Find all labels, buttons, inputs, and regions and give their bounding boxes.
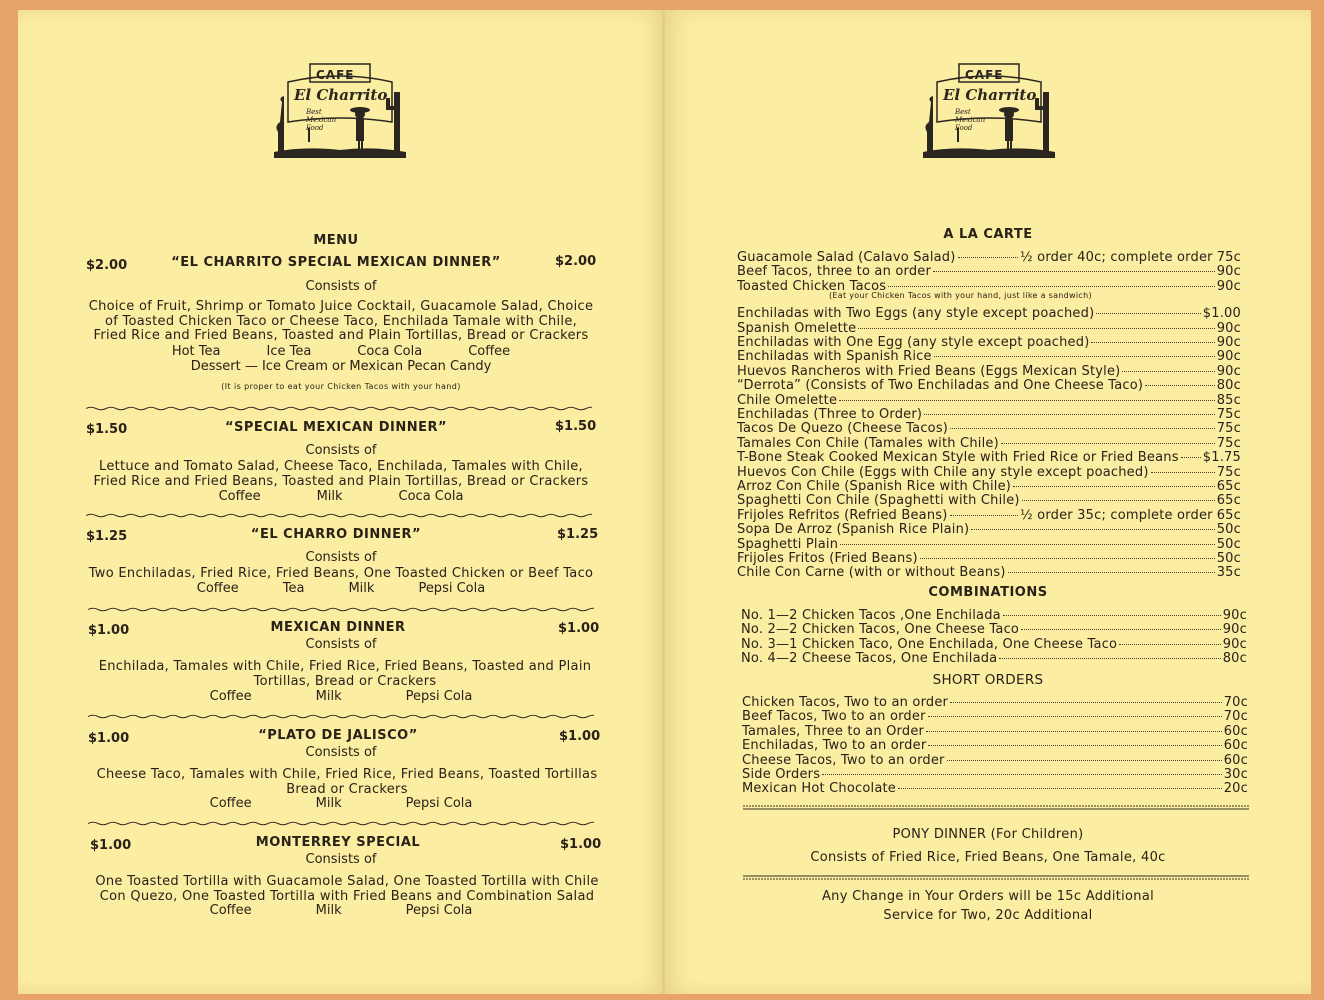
dot-leader — [950, 428, 1215, 429]
wavy-divider — [86, 406, 592, 411]
menu-item-price: 75c — [1216, 250, 1241, 265]
menu-item-price: 60c — [1223, 738, 1248, 754]
dinner-price-left: $1.25 — [86, 529, 128, 544]
dinner-drinks: Coffee Milk Pepsi Cola — [209, 903, 473, 918]
a-la-carte-row — [737, 522, 1241, 537]
dot-leader — [947, 760, 1222, 761]
service-for-two-notice: Service for Two, 20c Additional — [883, 908, 1093, 923]
dinner-name: “SPECIAL MEXICAN DINNER” — [224, 420, 448, 435]
menu-item-name: Frijoles Refritos (Refried Beans) — [737, 507, 948, 523]
menu-item-name: Spaghetti Plain — [737, 536, 839, 552]
menu-item-price: 75c — [1216, 435, 1241, 451]
menu-item-price: 70c — [1223, 695, 1248, 710]
dinner-price-right: $1.00 — [560, 837, 602, 852]
a-la-carte-row — [737, 479, 1241, 494]
menu-title: MENU — [313, 233, 359, 248]
dot-leader — [1096, 313, 1200, 314]
cafe-logo — [923, 62, 1055, 160]
menu-item-name: Chile Con Carne (with or without Beans) — [737, 565, 1006, 581]
menu-item-price: 50c — [1216, 551, 1241, 566]
menu-item-name: No. 4—2 Cheese Tacos, One Enchilada — [741, 651, 998, 667]
a-la-carte-row — [737, 264, 1241, 279]
logo-cafe-text: CAFE — [965, 68, 1004, 82]
dot-leader — [934, 356, 1215, 357]
menu-item-name: Tamales, Three to an Order — [742, 723, 925, 739]
menu-item-price: 35c — [1216, 565, 1241, 581]
dinner-description: Cheese Taco, Tamales with Chile, Fried Rice, Fried Beans, Toasted Tortillas Bread or Crackers — [96, 767, 598, 797]
menu-item-price: $1.75 — [1202, 450, 1241, 466]
dinner-description: Enchilada, Tamales with Chile, Fried Rice, Fried Beans, Toasted and Plain Tortillas, Bread or Crackers — [98, 659, 592, 689]
wavy-divider — [86, 513, 592, 518]
consists-of-label: Consists of — [305, 443, 377, 458]
chicken-tacos-sandwich-note: (Eat your Chicken Tacos with your hand, just like a sandwich) — [829, 291, 1092, 300]
a-la-carte-row — [737, 378, 1241, 393]
short-orders-title: SHORT ORDERS — [932, 672, 1044, 688]
menu-item-name: Side Orders — [742, 767, 821, 782]
dot-leader — [1013, 486, 1215, 487]
dot-leader — [920, 558, 1215, 559]
dinner-price-left: $1.00 — [88, 731, 130, 746]
menu-item-price: 90c — [1216, 363, 1241, 379]
dinner-description: Two Enchiladas, Fried Rice, Fried Beans, One Toasted Chicken or Beef Taco — [88, 566, 594, 581]
dot-leader — [924, 414, 1215, 415]
menu-item-name: No. 2—2 Chicken Tacos, One Cheese Taco — [741, 622, 1020, 638]
menu-item-name: Arroz Con Chile (Spanish Rice with Chile) — [737, 479, 1012, 494]
dot-leader — [1122, 371, 1214, 372]
logo-cafe-text: CAFE — [316, 68, 355, 82]
short-order-row — [742, 724, 1248, 739]
dinner-price-left: $2.00 — [86, 258, 128, 273]
consists-of-label: Consists of — [305, 279, 377, 294]
menu-item-name: Enchiladas (Three to Order) — [737, 407, 923, 422]
menu-item-price: 90c — [1222, 608, 1247, 623]
cafe-logo — [274, 62, 406, 160]
menu-item-price: 75c — [1216, 421, 1241, 437]
consists-of-label: Consists of — [305, 852, 377, 867]
menu-item-price: 90c — [1222, 622, 1247, 638]
a-la-carte-row — [737, 349, 1241, 364]
menu-item-price: 90c — [1216, 278, 1241, 294]
menu-item-name: Enchiladas with One Egg (any style except poached) — [737, 335, 1090, 350]
wavy-divider — [88, 821, 594, 826]
wavy-divider — [88, 714, 594, 719]
a-la-carte-row — [737, 465, 1241, 480]
menu-item-price: 80c — [1216, 378, 1241, 394]
menu-item-price: 50c — [1216, 522, 1241, 538]
menu-item-price: 65c — [1216, 493, 1241, 509]
dot-leader — [840, 544, 1215, 545]
dot-leader — [1181, 457, 1201, 458]
menu-item-price: 30c — [1223, 767, 1248, 782]
dinner-price-right: $2.00 — [555, 254, 597, 269]
dot-leader — [858, 328, 1214, 329]
a-la-carte-row — [737, 551, 1241, 566]
menu-item-price: $1.00 — [1202, 306, 1241, 322]
menu-item-price: 20c — [1223, 781, 1248, 797]
consists-of-label: Consists of — [305, 550, 377, 565]
combination-row — [741, 622, 1247, 637]
menu-item-price: 90c — [1222, 636, 1247, 652]
a-la-carte-row — [737, 493, 1241, 508]
menu-item-price: 90c — [1216, 320, 1241, 336]
dot-leader — [1151, 472, 1215, 473]
menu-item-price: 75c — [1216, 407, 1241, 422]
menu-item-name: Enchiladas, Two to an order — [742, 738, 927, 754]
dinner-price-right: $1.00 — [558, 621, 600, 636]
a-la-carte-row — [737, 335, 1241, 350]
a-la-carte-row — [737, 537, 1241, 552]
menu-item-price: 90c — [1216, 349, 1241, 365]
consists-of-label: Consists of — [305, 745, 377, 760]
short-order-row — [742, 753, 1248, 768]
dot-leader — [926, 731, 1222, 732]
menu-item-price: 65c — [1216, 507, 1241, 523]
menu-item-name: Huevos Rancheros with Fried Beans (Eggs Mexican Style) — [737, 363, 1121, 379]
menu-item-name: No. 3—1 Chicken Taco, One Enchilada, One Cheese Taco — [741, 636, 1118, 652]
a-la-carte-row — [737, 250, 1241, 265]
menu-item-name: Tacos De Quezo (Cheese Tacos) — [737, 421, 949, 437]
dinner-description: One Toasted Tortilla with Guacamole Salad, One Toasted Tortilla with Chile Con Quezo, One Toasted Tortilla with Fried Beans and Combination Salad — [95, 874, 599, 904]
dot-leader — [888, 286, 1214, 287]
dinner-drinks: Coffee Milk Coca Cola — [218, 489, 464, 504]
combination-row — [741, 608, 1247, 623]
logo-tagline: Best Mexican Food — [955, 108, 986, 132]
chicken-tacos-note: (It is proper to eat your Chicken Tacos with your hand) — [221, 382, 461, 391]
a-la-carte-row — [737, 407, 1241, 422]
menu-item-name: Huevos Con Chile (Eggs with Chile any style except poached) — [737, 464, 1149, 480]
dinner-drinks: Coffee Milk Pepsi Cola — [209, 689, 473, 704]
dot-leader — [1119, 644, 1220, 645]
menu-item-name: Toasted Chicken Tacos — [737, 278, 887, 294]
logo-name-text: El Charrito — [943, 86, 1037, 104]
menu-item-name: Beef Tacos, Two to an order — [742, 709, 926, 725]
menu-item-price: 80c — [1222, 651, 1247, 667]
dinner-name: “EL CHARRITO SPECIAL MEXICAN DINNER” — [171, 255, 501, 270]
dinner-description: Choice of Fruit, Shrimp or Tomato Juice Cocktail, Guacamole Salad, Choice of Toasted Chicken Taco or Cheese Taco, Enchilada Tamale with Chile, Fried Rice and Fried Beans, Toasted and Plain Tortillas, Bread or Crackers — [88, 299, 594, 343]
dot-leader — [1091, 342, 1214, 343]
dinner-price-left: $1.00 — [88, 623, 130, 638]
menu-item-name: Spaghetti Con Chile (Spaghetti with Chile) — [737, 493, 1020, 509]
menu-item-name: Beef Tacos, three to an order — [737, 264, 932, 280]
dot-leader — [822, 774, 1222, 775]
menu-item-price: 70c — [1223, 709, 1248, 725]
dinner-name: MEXICAN DINNER — [270, 620, 406, 635]
menu-item-price: 90c — [1216, 264, 1241, 280]
dot-leader — [1145, 385, 1215, 386]
dinner-drinks: Coffee Tea Milk Pepsi Cola — [196, 581, 486, 596]
dinner-description: Lettuce and Tomato Salad, Cheese Taco, Enchilada, Tamales with Chile, Fried Rice and Fried Beans, Toasted and Plain Tortillas, Bread or Crackers — [93, 459, 589, 489]
menu-item-name: Spanish Omelette — [737, 320, 857, 336]
menu-item-name: Tamales Con Chile (Tamales with Chile) — [737, 435, 999, 451]
dinner-price-left: $1.50 — [86, 422, 128, 437]
menu-item-name: No. 1—2 Chicken Tacos ,One Enchilada — [741, 608, 1001, 623]
dot-leader — [933, 271, 1215, 272]
dot-leader — [958, 257, 1019, 258]
a-la-carte-row — [737, 393, 1241, 408]
menu-item-name: Chile Omelette — [737, 392, 838, 408]
dot-leader — [928, 716, 1222, 717]
menu-item-name: Frijoles Fritos (Fried Beans) — [737, 551, 918, 566]
pony-dinner-description: Consists of Fried Rice, Fried Beans, One Tamale, 40c — [810, 850, 1166, 865]
dinner-price-right: $1.00 — [559, 729, 601, 744]
menu-item-name: Cheese Tacos, Two to an order — [742, 752, 945, 768]
half-order-price: ½ order 40c; complete order — [1020, 250, 1213, 265]
menu-item-name: Chicken Tacos, Two to an order — [742, 695, 949, 710]
short-order-row — [742, 738, 1248, 753]
menu-item-name: T-Bone Steak Cooked Mexican Style with Fried Rice or Fried Beans — [737, 450, 1179, 466]
menu-item-name: Sopa De Arroz (Spanish Rice Plain) — [737, 522, 970, 538]
short-order-row — [742, 695, 1248, 710]
dot-leader — [1003, 615, 1221, 616]
double-rule-divider — [743, 805, 1249, 810]
menu-item-price: 85c — [1216, 392, 1241, 408]
dot-leader — [1021, 629, 1221, 630]
dot-leader — [1022, 500, 1215, 501]
a-la-carte-row — [737, 306, 1241, 321]
pony-dinner-title: PONY DINNER (For Children) — [892, 827, 1084, 842]
dot-leader — [950, 702, 1222, 703]
menu-item-name: Guacamole Salad (Calavo Salad) — [737, 250, 956, 265]
menu-item-name: Mexican Hot Chocolate — [742, 781, 896, 797]
double-rule-divider — [743, 875, 1249, 880]
dot-leader — [839, 400, 1215, 401]
menu-item-price: 90c — [1216, 335, 1241, 350]
a-la-carte-title: A LA CARTE — [943, 227, 1033, 242]
dinner-price-left: $1.00 — [90, 838, 132, 853]
menu-item-price: 75c — [1216, 464, 1241, 480]
dot-leader — [950, 515, 1019, 516]
a-la-carte-row — [737, 450, 1241, 465]
wavy-divider — [88, 607, 594, 612]
dinner-price-right: $1.25 — [557, 527, 599, 542]
dinner-name: “PLATO DE JALISCO” — [258, 728, 418, 743]
half-order-price: ½ order 35c; complete order — [1020, 507, 1213, 523]
a-la-carte-row — [737, 364, 1241, 379]
logo-tagline: Best Mexican Food — [306, 108, 337, 132]
menu-item-price: 50c — [1216, 536, 1241, 552]
a-la-carte-row — [737, 421, 1241, 436]
dot-leader — [898, 788, 1222, 789]
logo-name-text: El Charrito — [294, 86, 388, 104]
short-order-row — [742, 709, 1248, 724]
dinner-price-right: $1.50 — [555, 419, 597, 434]
dinner-name: “EL CHARRO DINNER” — [250, 527, 422, 542]
short-order-row — [742, 781, 1248, 796]
right-menu-page — [665, 10, 1311, 994]
combination-row — [741, 651, 1247, 666]
short-order-row — [742, 767, 1248, 782]
dot-leader — [971, 529, 1214, 530]
a-la-carte-row — [737, 321, 1241, 336]
dinner-dessert: Dessert — Ice Cream or Mexican Pecan Candy — [190, 359, 492, 374]
menu-item-price: 60c — [1223, 752, 1248, 768]
dinner-name: MONTERREY SPECIAL — [255, 835, 421, 850]
menu-item-name: Enchiladas with Two Eggs (any style except poached) — [737, 306, 1095, 322]
combination-row — [741, 637, 1247, 652]
a-la-carte-row — [737, 508, 1241, 523]
menu-item-name: Enchiladas with Spanish Rice — [737, 349, 932, 365]
dot-leader — [1008, 572, 1215, 573]
dot-leader — [999, 658, 1220, 659]
left-menu-page — [18, 10, 664, 994]
order-change-notice: Any Change in Your Orders will be 15c Additional — [821, 889, 1155, 904]
dot-leader — [928, 745, 1221, 746]
dinner-drinks: Coffee Milk Pepsi Cola — [209, 796, 473, 811]
combinations-title: COMBINATIONS — [928, 585, 1048, 600]
dot-leader — [1001, 443, 1215, 444]
dinner-drinks: Hot Tea Ice Tea Coca Cola Coffee — [171, 344, 511, 359]
a-la-carte-row — [737, 565, 1241, 580]
menu-item-price: 65c — [1216, 479, 1241, 494]
consists-of-label: Consists of — [305, 637, 377, 652]
a-la-carte-row — [737, 436, 1241, 451]
menu-item-price: 60c — [1223, 723, 1248, 739]
menu-item-name: “Derrota” (Consists of Two Enchiladas and One Cheese Taco) — [737, 378, 1144, 394]
